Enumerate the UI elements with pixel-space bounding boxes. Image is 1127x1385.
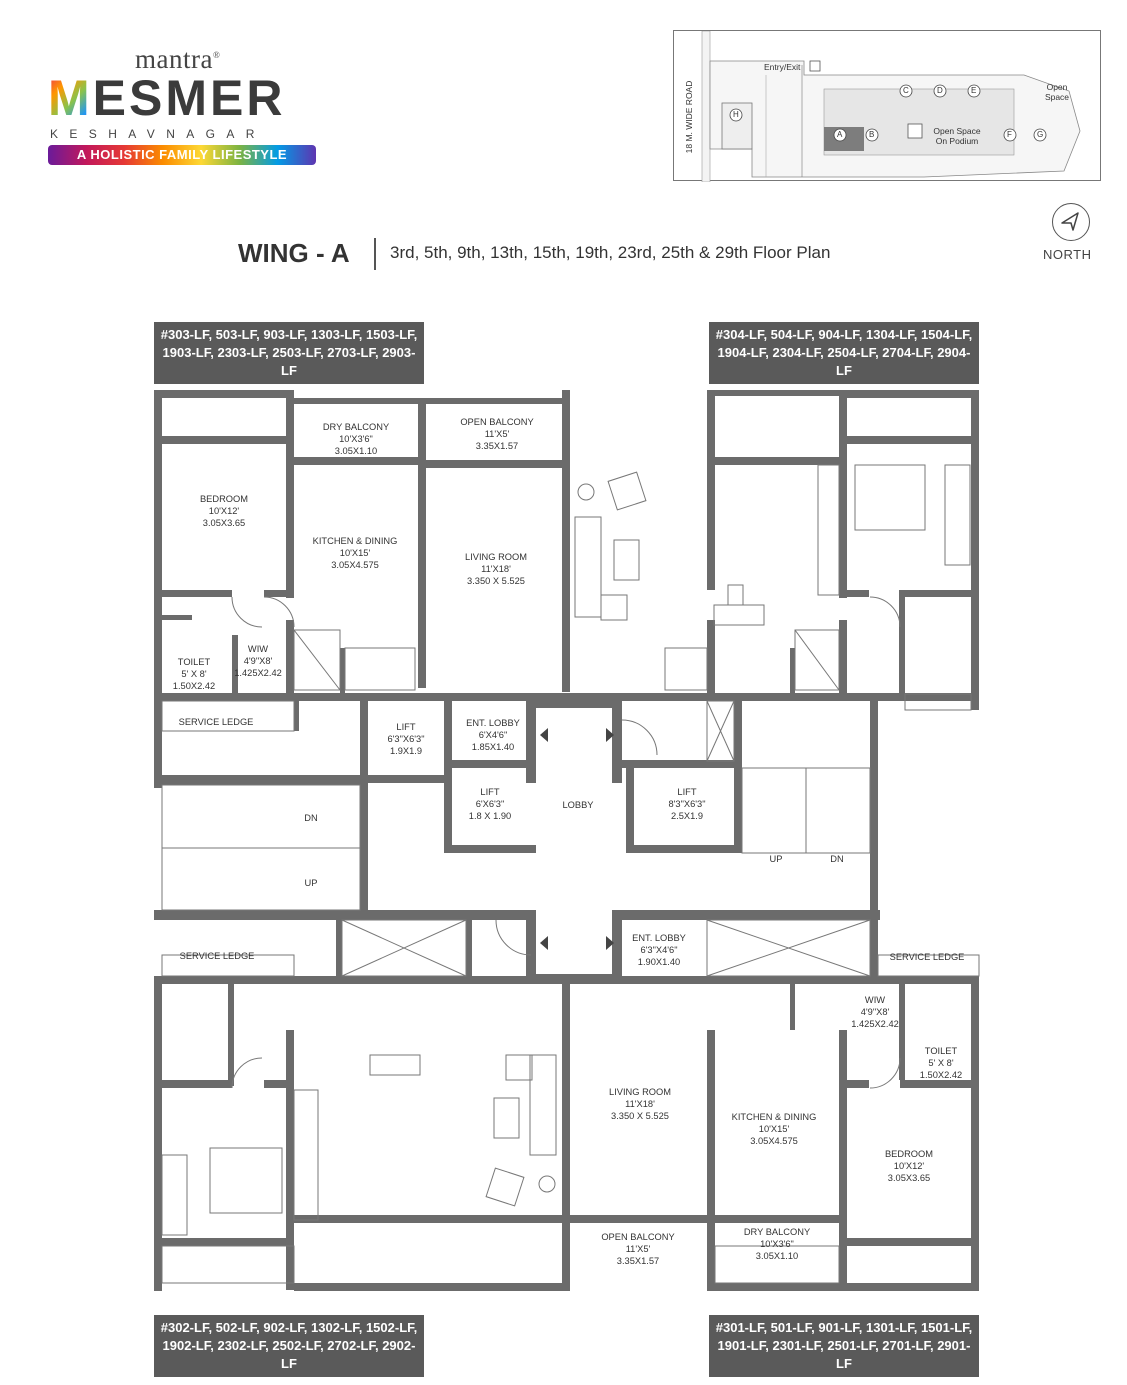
- room-label-wiw-tl: [234, 643, 282, 679]
- room-name: DRY BALCONY: [743, 1227, 811, 1237]
- room-label-toilet-tl: [173, 656, 215, 692]
- room-size-m: 3.05X3.65: [887, 1173, 931, 1183]
- unit-line: #304-LF, 504-LF, 904-LF, 1304-LF, 1504-LF,: [715, 327, 973, 342]
- key-plan-wing-h: H: [733, 110, 739, 119]
- room-size-ft: 5' X 8': [181, 669, 207, 679]
- room-label-living-tl: [465, 551, 527, 587]
- unit-line: 1904-LF, 2304-LF, 2504-LF, 2704-LF, 2904-LF: [717, 345, 971, 378]
- room-name: BEDROOM: [884, 1149, 934, 1159]
- room-name: LIVING ROOM: [609, 1087, 671, 1097]
- room-size-ft: 10'X3'6": [339, 434, 373, 444]
- room-name: WIW: [247, 644, 269, 654]
- room-size-m: 3.35X1.57: [616, 1256, 660, 1266]
- room-name: SERVICE LEDGE: [179, 951, 255, 961]
- stair-label-up-left: [305, 877, 318, 889]
- room-size-m: 1.425X2.42: [234, 668, 282, 678]
- room-size-m: 1.425X2.42: [851, 1019, 899, 1029]
- key-plan-wing-a: A: [837, 130, 843, 139]
- room-size-m: 3.35X1.57: [475, 441, 519, 451]
- room-size-ft: 6'3"X4'6": [640, 945, 678, 955]
- brand-tagline: A HOLISTIC FAMILY LIFESTYLE: [48, 145, 316, 165]
- room-name: WIW: [864, 995, 886, 1005]
- stair-direction: DN: [830, 854, 844, 864]
- room-size-m: 3.350 X 5.525: [467, 576, 525, 586]
- room-name: SERVICE LEDGE: [889, 952, 965, 962]
- room-size-m: 1.50X2.42: [919, 1070, 963, 1080]
- unit-line: 1902-LF, 2302-LF, 2502-LF, 2702-LF, 2902-LF: [162, 1338, 416, 1371]
- room-size-ft: 11'X18': [625, 1099, 655, 1109]
- room-label-ent-lobby-b: [632, 932, 686, 968]
- room-name: LIFT: [396, 722, 416, 732]
- key-plan-podium: Open Space On Podium: [933, 126, 981, 146]
- room-label-bedroom-br: [885, 1148, 933, 1184]
- room-label-bedroom-tl: [200, 493, 248, 529]
- unit-line: #302-LF, 502-LF, 902-LF, 1302-LF, 1502-LF,: [160, 1320, 418, 1335]
- room-size-m: 3.05X1.10: [334, 446, 378, 456]
- unit-line: 1903-LF, 2303-LF, 2503-LF, 2703-LF, 2903-LF: [162, 345, 416, 378]
- brand-location: KESHAVNAGAR: [50, 127, 266, 141]
- brand-mantra: mantra®: [135, 44, 221, 74]
- room-size-m: 2.5X1.9: [670, 811, 704, 821]
- room-label-dry-balcony-tl: [323, 421, 389, 457]
- stair-label-up-right: [770, 853, 783, 865]
- floor-list: 3rd, 5th, 9th, 13th, 15th, 19th, 23rd, 25th & 29th Floor Plan: [390, 243, 831, 262]
- room-size-m: 1.85X1.40: [471, 742, 515, 752]
- room-size-ft: 6'X4'6": [478, 730, 508, 740]
- key-plan-wing-e: E: [971, 86, 977, 95]
- key-plan-wing-d: D: [937, 86, 943, 95]
- stair-direction: UP: [304, 878, 318, 888]
- brand-name-rest: ESMER: [92, 70, 286, 126]
- unit-line: #301-LF, 501-LF, 901-LF, 1301-LF, 1501-LF,: [715, 1320, 973, 1335]
- room-size-m: 3.350 X 5.525: [611, 1111, 669, 1121]
- room-size-ft: 5' X 8': [928, 1058, 954, 1068]
- room-label-lift-3: [668, 786, 705, 822]
- room-name: BEDROOM: [199, 494, 249, 504]
- room-name: KITCHEN & DINING: [312, 536, 398, 546]
- room-size-m: 1.8 X 1.90: [468, 811, 512, 821]
- room-label-service-ledge-bl: [180, 950, 255, 962]
- room-label-lobby: [562, 799, 593, 811]
- room-size-m: 3.05X1.10: [755, 1251, 799, 1261]
- room-size-ft: 6'3"X6'3": [387, 734, 425, 744]
- wing-title: WING - A: [238, 238, 350, 268]
- room-label-living-br: [609, 1086, 671, 1122]
- stair-label-dn-left: [304, 812, 317, 824]
- room-name: LIVING ROOM: [465, 552, 527, 562]
- room-name: DRY BALCONY: [322, 422, 390, 432]
- brand-logo-mark: M: [48, 70, 93, 126]
- room-size-ft: 10'X12': [893, 1161, 925, 1171]
- room-size-m: 1.50X2.42: [172, 681, 216, 691]
- room-label-lift-2: [469, 786, 511, 822]
- room-label-service-ledge-br: [890, 951, 965, 963]
- room-name: OPEN BALCONY: [601, 1232, 675, 1242]
- room-label-service-ledge-tl: [179, 716, 254, 728]
- room-size-ft: 8'3"X6'3": [668, 799, 706, 809]
- stair-direction: DN: [304, 813, 318, 823]
- stair-direction: UP: [769, 854, 783, 864]
- stair-label-dn-right: [830, 853, 843, 865]
- room-label-dry-balcony-br: [744, 1226, 810, 1262]
- room-name: LIFT: [480, 787, 500, 797]
- room-size-m: 3.05X4.575: [331, 560, 379, 570]
- room-label-open-balcony-b: [601, 1231, 674, 1267]
- room-name: ENT. LOBBY: [466, 718, 520, 728]
- room-label-ent-lobby-t: [466, 717, 520, 753]
- room-size-ft: 10'X15': [339, 548, 371, 558]
- key-plan-open-space: Open Space: [1044, 82, 1070, 102]
- room-size-m: 1.90X1.40: [637, 957, 681, 967]
- north-label: NORTH: [1043, 247, 1092, 262]
- room-size-ft: 4'9"X8': [860, 1007, 890, 1017]
- room-name: TOILET: [177, 657, 211, 667]
- room-size-ft: 11'X5': [625, 1244, 651, 1254]
- room-label-toilet-br: [920, 1045, 962, 1081]
- unit-line: 1901-LF, 2301-LF, 2501-LF, 2701-LF, 2901-LF: [717, 1338, 971, 1371]
- room-size-ft: 10'X12': [208, 506, 240, 516]
- unit-line: #303-LF, 503-LF, 903-LF, 1303-LF, 1503-LF,: [160, 327, 418, 342]
- room-name: LIFT: [677, 787, 697, 797]
- key-plan-wing-c: C: [903, 86, 909, 95]
- room-label-open-balcony-t: [460, 416, 533, 452]
- room-name: KITCHEN & DINING: [731, 1112, 817, 1122]
- room-name: ENT. LOBBY: [632, 933, 686, 943]
- room-label-lift-1: [387, 721, 424, 757]
- key-plan-entry: Entry/Exit: [764, 62, 801, 72]
- room-size-ft: 10'X15': [758, 1124, 790, 1134]
- room-size-m: 3.05X4.575: [750, 1136, 798, 1146]
- room-label-kitchen-br: [732, 1111, 817, 1147]
- room-size-ft: 10'X3'6": [760, 1239, 794, 1249]
- room-label-wiw-br: [851, 994, 899, 1030]
- room-size-ft: 11'X5': [484, 429, 510, 439]
- key-plan-road: 18 M. WIDE ROAD: [684, 80, 694, 154]
- key-plan-wing-g: G: [1037, 130, 1044, 139]
- room-name: LOBBY: [562, 800, 594, 810]
- room-size-ft: 11'X18': [481, 564, 511, 574]
- room-size-ft: 4'9"X8': [243, 656, 273, 666]
- room-size-m: 3.05X3.65: [202, 518, 246, 528]
- room-label-kitchen-tl: [313, 535, 398, 571]
- key-plan-wing-f: F: [1007, 130, 1012, 139]
- room-name: TOILET: [924, 1046, 958, 1056]
- room-name: SERVICE LEDGE: [178, 717, 254, 727]
- room-size-ft: 6'X6'3": [475, 799, 505, 809]
- room-name: OPEN BALCONY: [460, 417, 534, 427]
- key-plan-wing-b: B: [869, 130, 875, 139]
- room-size-m: 1.9X1.9: [389, 746, 423, 756]
